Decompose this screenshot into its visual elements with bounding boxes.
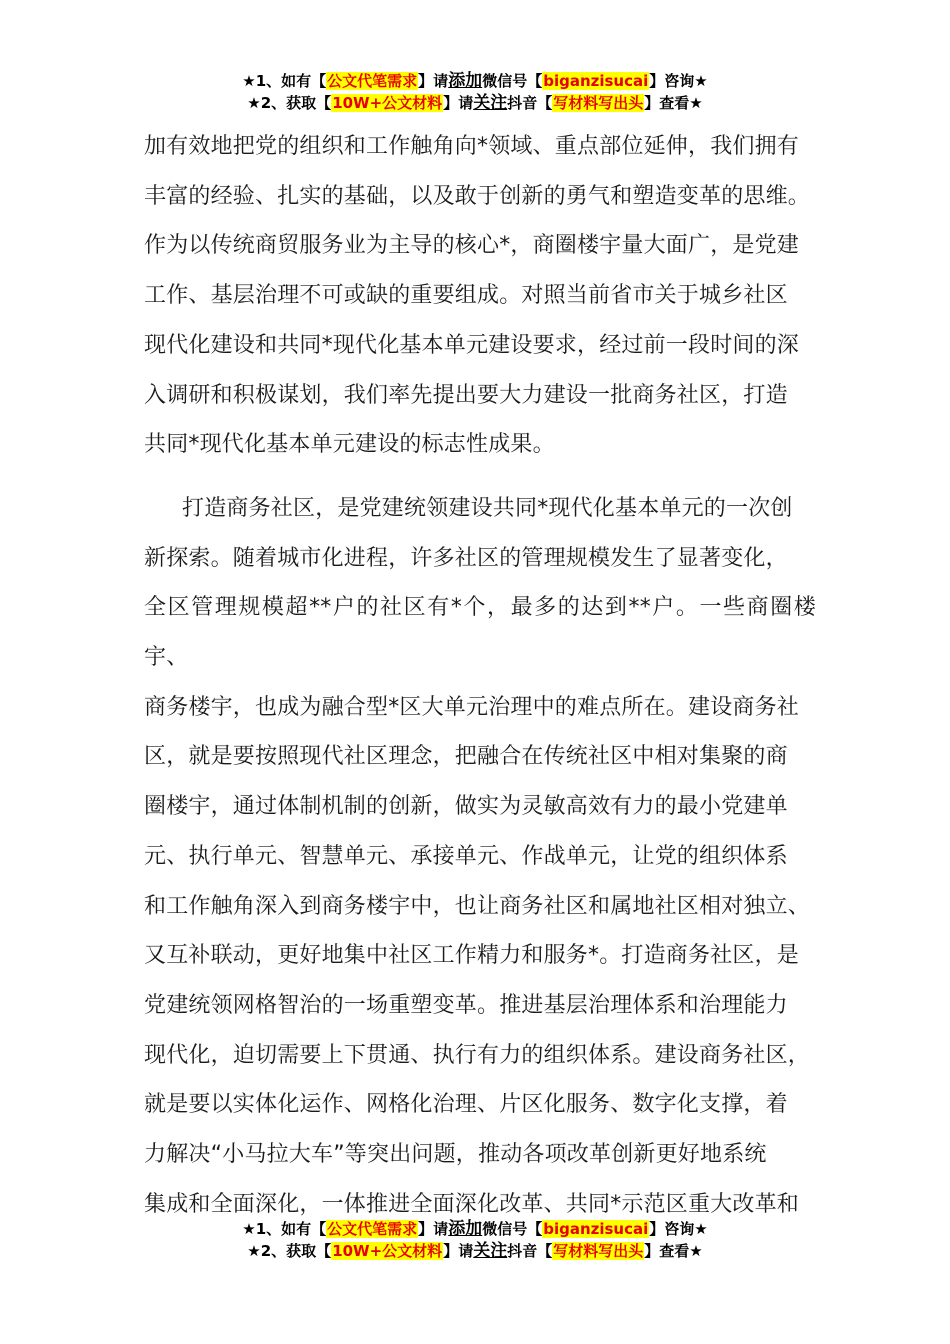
text-line: 商务楼宇，也成为融合型*区大单元治理中的难点所在。建设商务社 <box>144 694 800 720</box>
text-line: 集成和全面深化，一体推进全面深化改革、共同*示范区重大改革和 <box>144 1191 800 1217</box>
document-body <box>144 122 816 1229</box>
emphasis-add: 添加 <box>448 1219 483 1239</box>
text-line: 就是要以实体化运作、网格化治理、片区化服务、数字化支撑，着 <box>144 1092 788 1118</box>
text-line: 加有效地把党的组织和工作触角向*领域、重点部位延伸，我们拥有 <box>144 134 800 159</box>
emphasis-follow: 关注 <box>473 93 508 113</box>
text-line: 和工作触角深入到商务楼宇中，也让商务社区和属地社区相对独立、 <box>144 893 811 919</box>
text-line: 打造商务社区，是党建统领建设共同*现代化基本单元的一次创 <box>182 495 793 521</box>
text-line: 现代化建设和共同*现代化基本单元建设要求，经过前一段时间的深 <box>144 332 800 358</box>
highlight-service: 公文代笔需求 <box>327 72 418 90</box>
highlight-materials: 10W+公文材料 <box>332 94 443 112</box>
text-line: 丰富的经验、扎实的基础，以及敢于创新的勇气和塑造变革的思维。 <box>144 183 811 209</box>
text-line: 作为以传统商贸服务业为主导的核心*，商圈楼宇量大面广，是党建 <box>144 233 800 259</box>
highlight-service: 公文代笔需求 <box>327 1220 418 1238</box>
text-line: 区，就是要按照现代社区理念，把融合在传统社区中相对集聚的商 <box>144 744 788 770</box>
highlight-materials: 10W+公文材料 <box>332 1242 443 1260</box>
banner-line-2: ★2、获取【10W+公文材料】请关注抖音【写材料写出头】查看★ <box>247 1241 703 1261</box>
paragraph-1 <box>144 122 816 470</box>
text-line: 党建统领网格智治的一场重塑变革。推进基层治理体系和治理能力 <box>144 992 788 1018</box>
emphasis-add: 添加 <box>448 71 483 91</box>
header-banner <box>0 70 950 114</box>
footer-banner <box>0 1218 950 1262</box>
banner-line-2: ★2、获取【10W+公文材料】请关注抖音【写材料写出头】查看★ <box>247 93 703 113</box>
highlight-douyin-account: 写材料写出头 <box>553 1242 644 1260</box>
text-line: 力解决“小马拉大车”等突出问题，推动各项改革创新更好地系统 <box>144 1142 767 1168</box>
highlight-douyin-account: 写材料写出头 <box>553 94 644 112</box>
banner-line-1: ★1、如有【公文代笔需求】请添加微信号【biganzisucai】咨询★ <box>242 1219 708 1239</box>
text-line: 共同*现代化基本单元建设的标志性成果。 <box>144 432 555 458</box>
text-line: 入调研和积极谋划，我们率先提出要大力建设一批商务社区，打造 <box>144 382 788 408</box>
text-line: 全区管理规模超**户的社区有*个，最多的达到**户。一些商圈楼宇、 <box>144 595 816 671</box>
text-line: 元、执行单元、智慧单元、承接单元、作战单元，让党的组织体系 <box>144 843 788 869</box>
highlight-wechat-id: biganzisucai <box>543 72 649 90</box>
text-line: 新探索。随着城市化进程，许多社区的管理规模发生了显著变化， <box>144 545 788 571</box>
emphasis-follow: 关注 <box>473 1241 508 1261</box>
text-line: 圈楼宇，通过体制机制的创新，做实为灵敏高效有力的最小党建单 <box>144 794 788 820</box>
text-line: 工作、基层治理不可或缺的重要组成。对照当前省市关于城乡社区 <box>144 283 788 309</box>
text-line: 又互补联动，更好地集中社区工作精力和服务*。打造商务社区，是 <box>144 943 800 969</box>
highlight-wechat-id: biganzisucai <box>543 1220 649 1238</box>
banner-line-1: ★1、如有【公文代笔需求】请添加微信号【biganzisucai】咨询★ <box>242 71 708 91</box>
paragraph-2 <box>144 484 816 1230</box>
text-line: 现代化，迫切需要上下贯通、执行有力的组织体系。建设商务社区， <box>144 1042 811 1068</box>
